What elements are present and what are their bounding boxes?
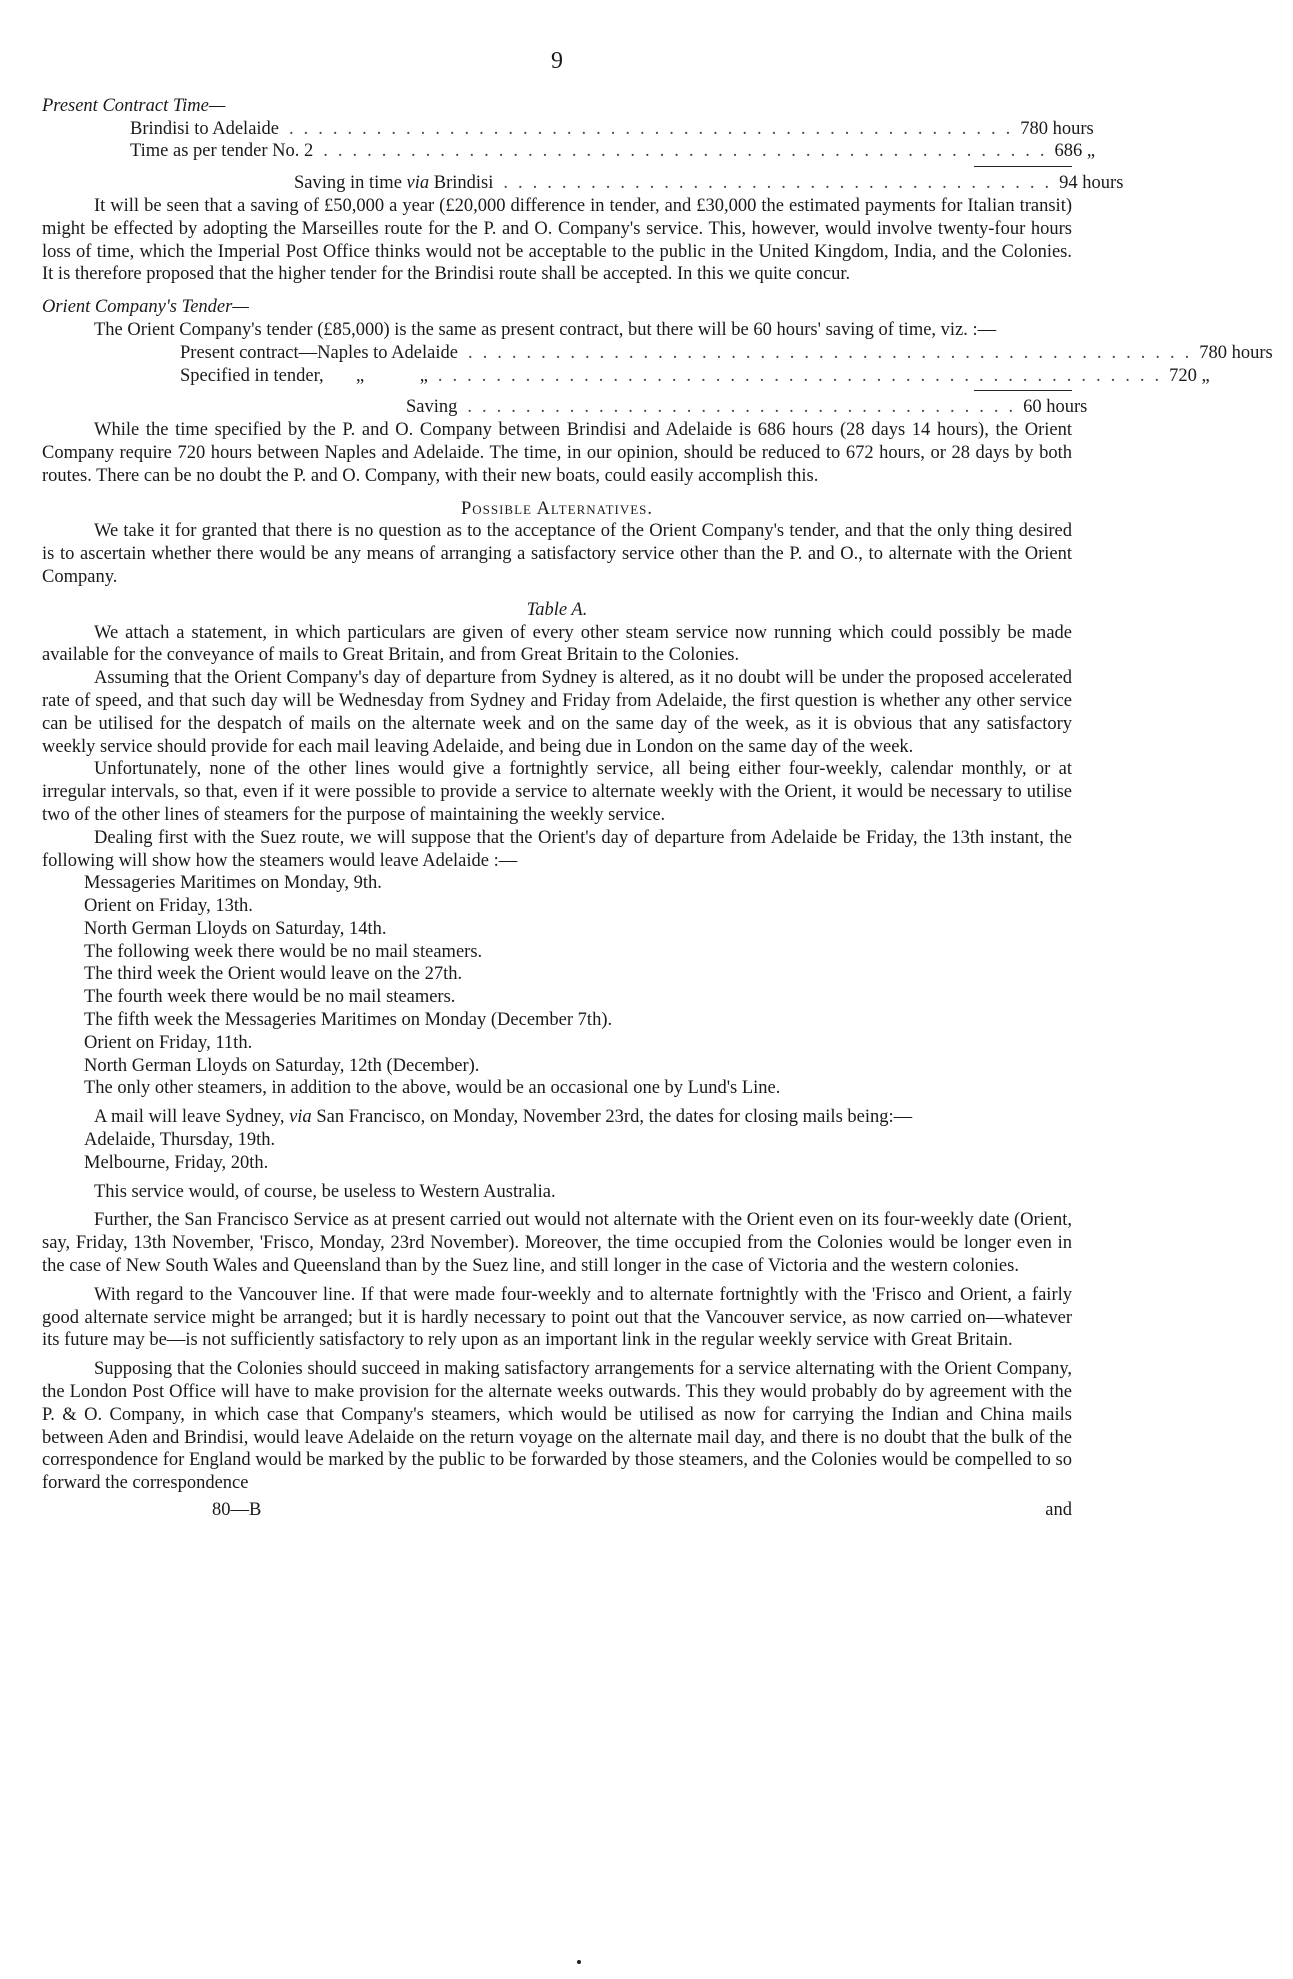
paragraph: We attach a statement, in which particulars are given of every other steam service now running which could possibly be made available for the conveyance of mails to Great Britain, and from Great Britain to the Colonies. (42, 622, 1072, 666)
steamer-list (84, 872, 1072, 1100)
list-item: North German Lloyds on Saturday, 14th. (84, 918, 387, 939)
list-item: The following week there would be no mail steamers. (84, 941, 483, 962)
list-item: Orient on Friday, 11th. (84, 1032, 253, 1053)
list-item: North German Lloyds on Saturday, 12th (December). (84, 1055, 480, 1076)
catchword: and (1045, 1500, 1072, 1521)
paragraph: This service would, of course, be useless to Western Australia. (94, 1181, 556, 1202)
list-item: The third week the Orient would leave on the 27th. (84, 964, 463, 985)
list-item: Adelaide, Thursday, 19th. (84, 1130, 276, 1151)
printer-dot (577, 1960, 581, 1964)
heading-orient-tender: Orient Company's Tender— (42, 297, 249, 318)
table-row: Brindisi to Adelaide .................................................. 780 hours (130, 118, 1094, 139)
page-footer (42, 1499, 1072, 1522)
sum-rule (974, 390, 1072, 391)
closing-dates-list (84, 1129, 1072, 1175)
list-item: The fourth week there would be no mail steamers. (84, 987, 456, 1008)
paragraph: While the time specified by the P. and O. Company between Brindisi and Adelaide is 686 hours (28 days 14 hours), the Orient Company require 720 hours between Naples and Adelaide. The time, in our opinion, should be reduced to 672 hours, or 28 days by both routes. There can be no doubt the P. and O. Company, with their new boats, could easily accomplish this. (42, 420, 1072, 486)
paragraph: A mail will leave Sydney, via San Francisco, on Monday, November 23rd, the dates for closing mails being:— (94, 1107, 913, 1128)
table-row: Specified in tender, „ „ .................................................. 720 „ (180, 365, 1210, 386)
page-number: 9 (551, 48, 563, 74)
heading-possible-alternatives: Possible Alternatives. (460, 498, 654, 519)
paragraph: We take it for granted that there is no question as to the acceptance of the Orient Company's tender, and that the only thing desired is to ascertain whether there would be any means of arranging a satisfactory service other than the P. and O., to alternate with the Orient Company. (42, 521, 1072, 587)
table-total-row: Saving in time via Brindisi ...................................... 94 hours (294, 173, 1124, 194)
paragraph: Supposing that the Colonies should succeed in making satisfactory arrangements for a service alternating with the Orient Company, the London Post Office will have to make provision for the alternate weeks outwards. This they would probably do by agreement with the P. & O. Company, in which case that Company's steamers, which would be utilised as now for carrying the Indian and China mails between Aden and Brindisi, would leave Adelaide on the return voyage on the alternate mail day, and there is no doubt that the bulk of the correspondence for England would be marked by the public to be forwarded by those steamers, and the Colonies would be compelled to so forward the correspondence (42, 1359, 1072, 1494)
table-total-row: Saving ...................................... 60 hours (406, 397, 1088, 418)
list-item: Orient on Friday, 13th. (84, 896, 253, 917)
paragraph: Further, the San Francisco Service as at present carried out would not alternate with the Orient even on its four-weekly date (Orient, say, Friday, 13th November, 'Frisco, Monday, 23rd November). Moreover, the time occupied from the Colonies would be longer even in the case of New South Wales and Queensland than by the Suez line, and still longer in the case of Victoria and the western colonies. (42, 1210, 1072, 1277)
table-row: Time as per tender No. 2 .................................................. 686 „ (130, 141, 1096, 162)
table-row: Present contract—Naples to Adelaide .................................................. 780 hours (180, 342, 1273, 363)
heading-table-a: Table A. (526, 599, 588, 620)
paragraph: It will be seen that a saving of £50,000 a year (£20,000 difference in tender, and £30,000 the estimated payments for Italian transit) might be effected by adopting the Marseilles route for the P. and O. Company's service. This, however, would involve twenty-four hours loss of time, which the Imperial Post Office thinks would not be acceptable to the public in the United Kingdom, India, and the Colonies. It is therefore proposed that the higher tender for the Brindisi route shall be accepted. In this we quite concur. (42, 195, 1072, 285)
document-page (42, 48, 1273, 1522)
list-item: Messageries Maritimes on Monday, 9th. (84, 873, 382, 894)
list-item: The only other steamers, in addition to the above, would be an occasional one by Lund's Line. (84, 1078, 781, 1099)
signature-mark: 80—B (212, 1500, 262, 1521)
contract-time-table (130, 118, 1124, 195)
heading-present-contract: Present Contract Time— (42, 95, 226, 116)
list-item: The fifth week the Messageries Maritimes on Monday (December 7th). (84, 1010, 613, 1031)
tender-time-table (180, 342, 1273, 419)
paragraph: Unfortunately, none of the other lines would give a fortnightly service, all being either four-weekly, calendar monthly, or at irregular intervals, so that, even if it were possible to provide a service to alternate weekly with the Orient, it would be necessary to utilise two of the other lines of steamers for the purpose of maintaining the weekly service. (42, 759, 1072, 825)
list-item: Melbourne, Friday, 20th. (84, 1152, 269, 1173)
paragraph: With regard to the Vancouver line. If that were made four-weekly and to alternate fortnightly with the 'Frisco and Orient, a fairly good alternate service might be arranged; but it is hardly necessary to point out that the Vancouver service, as now carried on—whatever its future may be—is not sufficiently satisfactory to rely upon as an important link in the regular weekly service with Great Britain. (42, 1284, 1072, 1351)
paragraph: The Orient Company's tender (£85,000) is the same as present contract, but there will be 60 hours' saving of time, viz. :— (94, 319, 997, 340)
paragraph: Dealing first with the Suez route, we will suppose that the Orient's day of departure from Adelaide be Friday, the 13th instant, the following will show how the steamers would leave Adelaide :— (42, 827, 1072, 871)
paragraph: Assuming that the Orient Company's day of departure from Sydney is altered, as it no doubt will be under the proposed accelerated rate of speed, and that such day will be Wednesday from Sydney and Friday from Adelaide, the first question is whether any other service can be utilised for the despatch of mails on the alternate week and on the same day of the week, as it is obvious that any satisfactory weekly service should provide for each mail leaving Adelaide, and being due in London on the same day of the week. (42, 668, 1072, 757)
sum-rule (974, 166, 1072, 167)
